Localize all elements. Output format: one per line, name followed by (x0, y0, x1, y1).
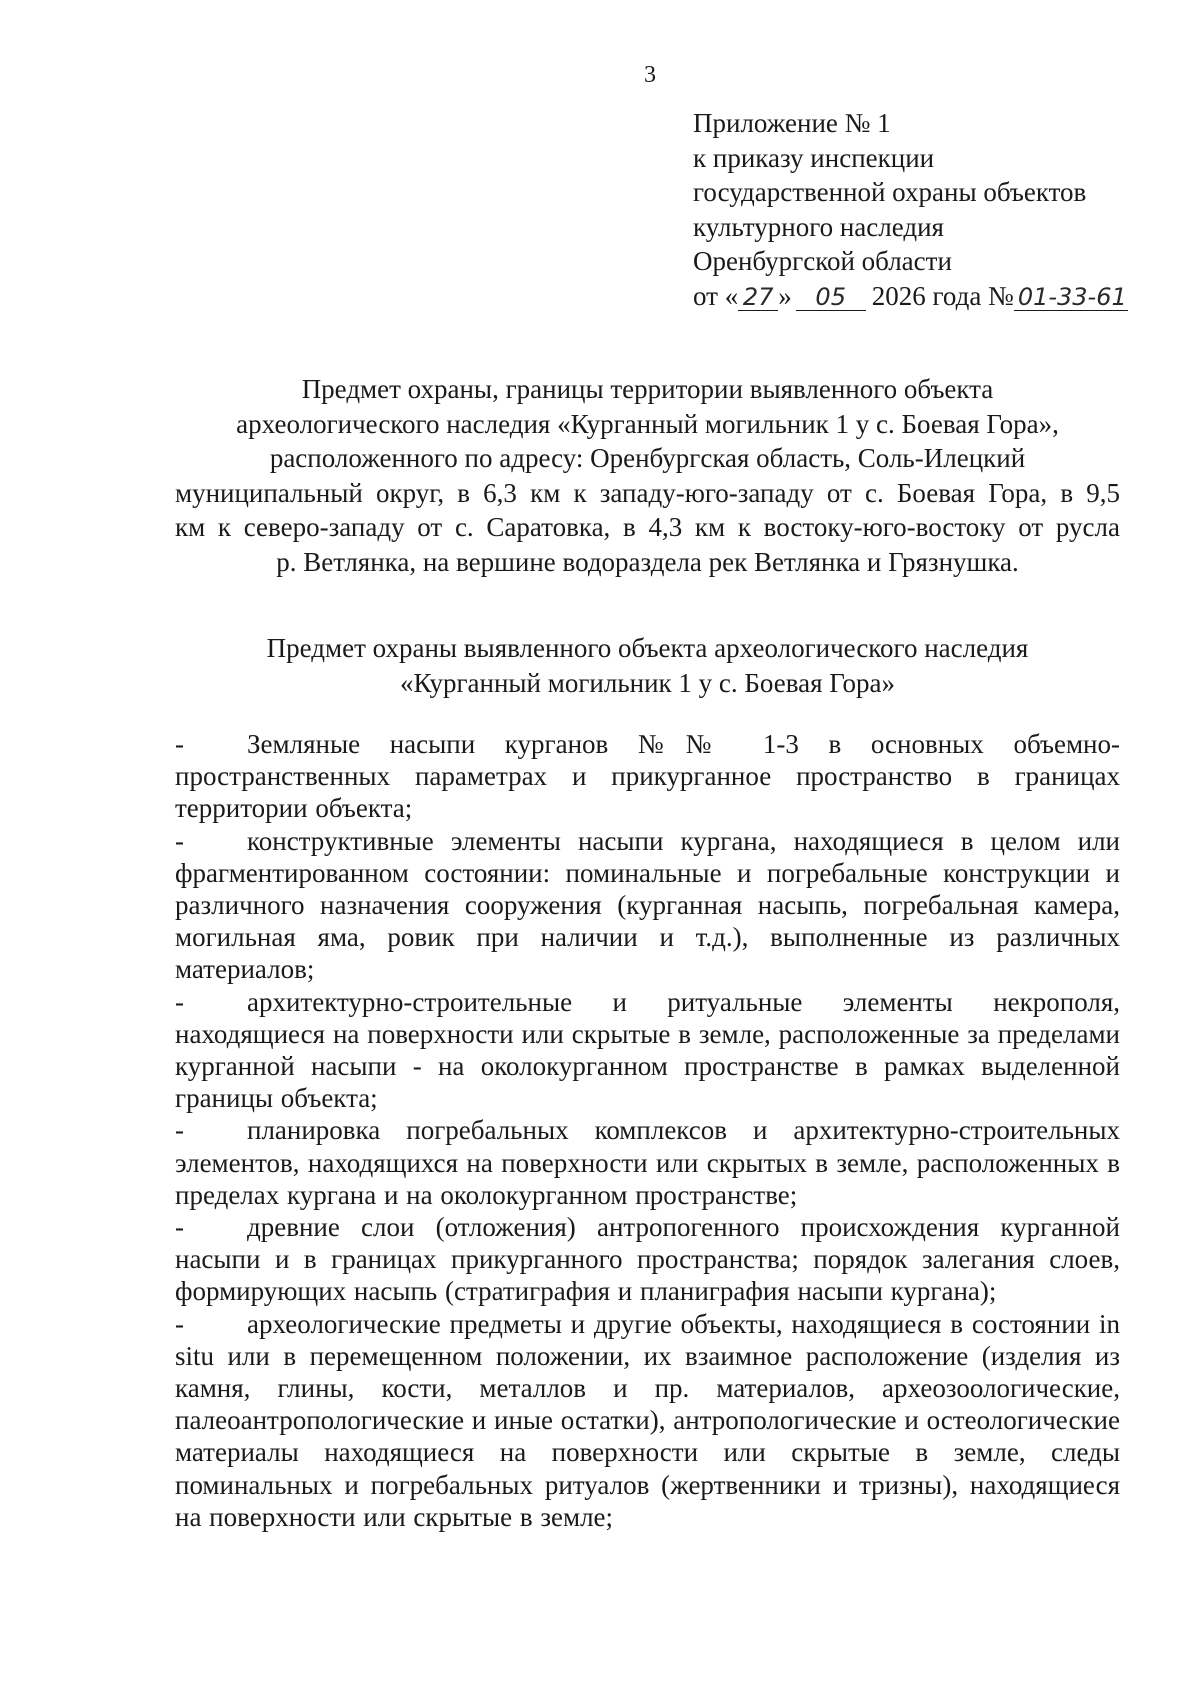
handwritten-order-number: 01-33-61 (1014, 284, 1128, 311)
date-day-close: » (778, 280, 792, 311)
appendix-line-4: культурного наследия (693, 211, 944, 242)
list-item (175, 986, 1120, 1115)
handwritten-day: 27 (738, 284, 778, 311)
section-subtitle (175, 631, 1120, 700)
list-dash: - (175, 986, 184, 1017)
title-line-3: расположенного по адресу: Оренбургская область, Соль-Илецкий (269, 443, 1026, 473)
handwritten-month: 05 (796, 284, 866, 311)
title-line-6: р. Ветлянка, на вершине водораздела рек Ветлянка и Грязнушка. (276, 546, 1019, 577)
title-line-4: муниципальный округ, в 6,3 км к западу-юго-западу от с. Боевая Гора, в 9,5 (175, 477, 1120, 508)
subtitle-line-2: «Курганный могильник 1 у с. Боевая Гора» (399, 667, 895, 698)
title-line-2: археологического наследия «Курганный могильник 1 у с. Боевая Гора», (236, 408, 1059, 439)
list-item-text: древние слои (отложения) антропогенного происхождения курганной насыпи и в границах прикурганного пространства; порядок залегания слоев, формирующих насыпь (стратиграфия и планиграфия насыпи кургана); (175, 1212, 1120, 1307)
title-line-1: Предмет охраны, границы территории выявленного объекта (301, 374, 994, 404)
list-item-text: планировка погребальных комплексов и архитектурно-строительных элементов, находящихся на поверхности или скрытых в земле, расположенных в пределах кургана и на околокурганном пространстве; (175, 1115, 1120, 1210)
title-line-5: км к северо-западу от с. Саратовка, в 4,3 км к востоку-юго-востоку от русла (175, 512, 1120, 542)
list-item (175, 1114, 1120, 1211)
list-dash: - (175, 1308, 184, 1339)
appendix-header (693, 106, 1163, 313)
appendix-date-line (693, 279, 1163, 314)
list-item (175, 1308, 1120, 1533)
appendix-line-3: государственной охраны объектов (693, 177, 1087, 207)
appendix-line-1: Приложение № 1 (693, 108, 891, 138)
appendix-line-2: к приказу инспекции (693, 142, 935, 173)
page-number: 3 (644, 62, 656, 88)
list-item-text: Земляные насыпи курганов №№ 1-3 в основных объемно-пространственных параметрах и прикурганное пространство в границах территории объекта; (175, 729, 1120, 824)
list-item (175, 1211, 1120, 1308)
subtitle-line-1: Предмет охраны выявленного объекта археологического наследия (266, 633, 1029, 663)
list-dash: - (175, 1115, 184, 1146)
list-dash: - (175, 1212, 184, 1243)
list-item-text: археологические предметы и другие объекты, находящиеся в состоянии in situ или в перемещенном положении, их взаимное расположение (изделия из камня, глины, кости, металлов и пр. материалов, археозоологические, палеоантропологические и иные остатки), антропологические и остеологические материалы находящиеся на поверхности или скрытые в земле, следы поминальных и погребальных ритуалов (жертвенники и тризны), находящиеся на поверхности или скрытые в земле; (175, 1308, 1120, 1532)
list-item (175, 728, 1120, 825)
list-dash: - (175, 825, 184, 856)
document-title (175, 372, 1120, 579)
appendix-line-5: Оренбургской области (693, 246, 952, 276)
list-item (175, 825, 1120, 986)
list-dash: - (175, 729, 184, 759)
protection-items-list (175, 728, 1120, 1533)
date-year: 2026 года № (871, 280, 1014, 311)
date-prefix: от « (693, 280, 739, 311)
list-item-text: конструктивные элементы насыпи кургана, находящиеся в целом или фрагментированном состоянии: поминальные и погребальные конструкции и различного назначения сооружения (курганная насыпь, погребальная камера, могильная яма, ровик при наличии и т.д.), выполненные из различных материалов; (175, 825, 1120, 985)
list-item-text: архитектурно-строительные и ритуальные элементы некрополя, находящиеся на поверхности или скрытые в земле, расположенные за пределами курганной насыпи - на околокурганном пространстве в рамках выделенной границы объекта; (175, 986, 1120, 1114)
